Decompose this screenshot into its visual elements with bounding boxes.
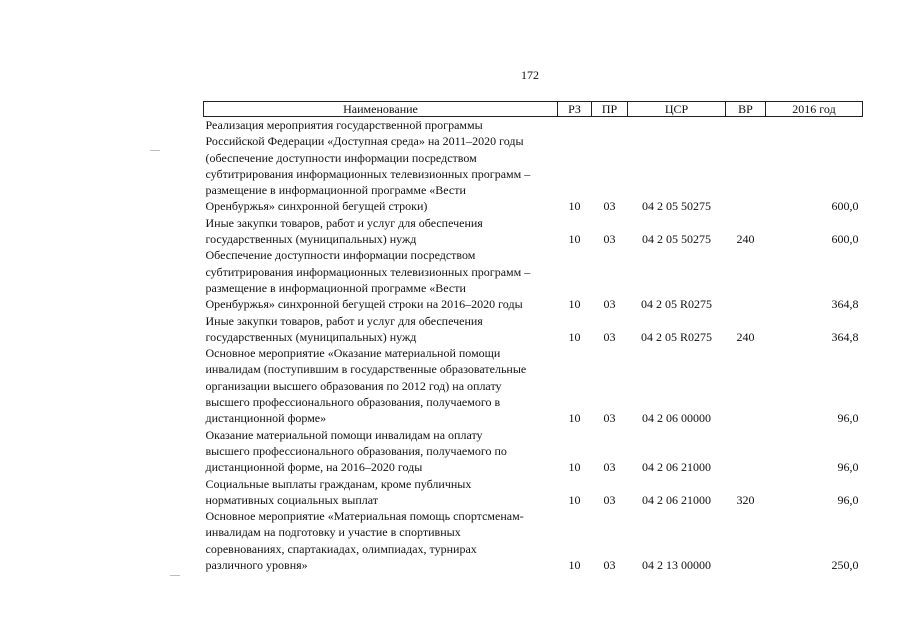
table-row [204, 215, 863, 248]
row-csr: 04 2 06 00000 [642, 411, 711, 426]
header-name: Наименование [204, 102, 558, 117]
row-rz: 10 [568, 232, 581, 247]
table-row [204, 313, 863, 346]
table-row [204, 476, 863, 509]
row-name: Иные закупки товаров, работ и услуг для обеспечения государственных (муниципальных) нужд [205, 313, 483, 344]
row-vr [726, 345, 766, 426]
budget-table [203, 101, 863, 573]
row-pr: 03 [603, 558, 616, 573]
row-pr: 03 [603, 232, 616, 247]
row-amount: 96,0 [837, 460, 859, 475]
row-csr: 04 2 05 50275 [642, 232, 711, 247]
margin-mark [170, 575, 180, 576]
row-pr: 03 [603, 411, 616, 426]
margin-mark [150, 150, 160, 151]
row-rz: 10 [568, 460, 581, 475]
row-rz: 10 [568, 558, 581, 573]
row-name: Реализация мероприятия государственной программы Российской Федерации «Доступная среда» на 2011–2020 годы (обеспечение доступности информации посредством субтитрирования информационных телевизионных программ – размещение в информационной программе «Вести Оренбуржья» синхронной бегущей строки) [205, 118, 531, 214]
row-pr: 03 [603, 329, 616, 344]
row-amount: 96,0 [837, 492, 859, 507]
row-amount: 364,8 [831, 297, 859, 312]
row-csr: 04 2 05 R0275 [640, 329, 712, 344]
row-name: Социальные выплаты гражданам, кроме публичных нормативных социальных выплат [205, 476, 472, 507]
row-amount: 364,8 [831, 329, 859, 344]
row-pr: 03 [603, 460, 616, 475]
row-pr: 03 [603, 492, 616, 507]
table-header-row [204, 102, 863, 117]
row-csr: 04 2 13 00000 [642, 558, 711, 573]
row-vr [726, 247, 766, 312]
row-amount: 250,0 [831, 558, 859, 573]
table-row [204, 117, 863, 215]
row-rz: 10 [568, 199, 581, 214]
row-rz: 10 [568, 329, 581, 344]
row-name: Обеспечение доступности информации посредством субтитрирования информационных телевизионных программ – размещение в информационной программе «Вести Оренбуржья» синхронной бегущей строки на 2016–2020 годы [205, 248, 531, 312]
row-vr [726, 427, 766, 476]
table-row [204, 508, 863, 573]
row-vr: 320 [736, 492, 755, 507]
header-year: 2016 год [766, 102, 863, 117]
row-pr: 03 [603, 199, 616, 214]
table-row [204, 247, 863, 312]
header-pr: ПР [592, 102, 628, 117]
header-rz: РЗ [558, 102, 592, 117]
row-vr [726, 117, 766, 215]
row-rz: 10 [568, 297, 581, 312]
row-csr: 04 2 05 50275 [642, 199, 711, 214]
row-vr: 240 [736, 329, 755, 344]
row-rz: 10 [568, 411, 581, 426]
row-csr: 04 2 06 21000 [642, 492, 711, 507]
row-name: Основное мероприятие «Материальная помощь спортсменам- инвалидам на подготовку и участие в спортивных соревнованиях, спартакиадах, олимпиадах, турнирах различного уровня» [205, 509, 524, 573]
table-row [204, 345, 863, 426]
row-amount: 96,0 [837, 411, 859, 426]
row-pr: 03 [603, 297, 616, 312]
row-vr: 240 [736, 232, 755, 247]
header-csr: ЦСР [628, 102, 726, 117]
row-rz: 10 [568, 492, 581, 507]
table-row [204, 427, 863, 476]
row-amount: 600,0 [831, 199, 859, 214]
row-amount: 600,0 [831, 232, 859, 247]
row-csr: 04 2 05 R0275 [640, 297, 712, 312]
row-name: Оказание материальной помощи инвалидам на оплату высшего профессионального образования, получаемого по дистанционной форме, на 2016–2020 годы [205, 427, 507, 475]
row-vr [726, 508, 766, 573]
header-vr: ВР [726, 102, 766, 117]
row-name: Основное мероприятие «Оказание материальной помощи инвалидам (поступившим в государственные образовательные организации высшего образования по 2012 год) на оплату высшего профессионального образования, получаемого в дистанционной форме» [205, 346, 527, 426]
row-name: Иные закупки товаров, работ и услуг для обеспечения государственных (муниципальных) нужд [205, 215, 483, 247]
row-csr: 04 2 06 21000 [642, 460, 711, 475]
page-number: 172 [521, 68, 539, 82]
